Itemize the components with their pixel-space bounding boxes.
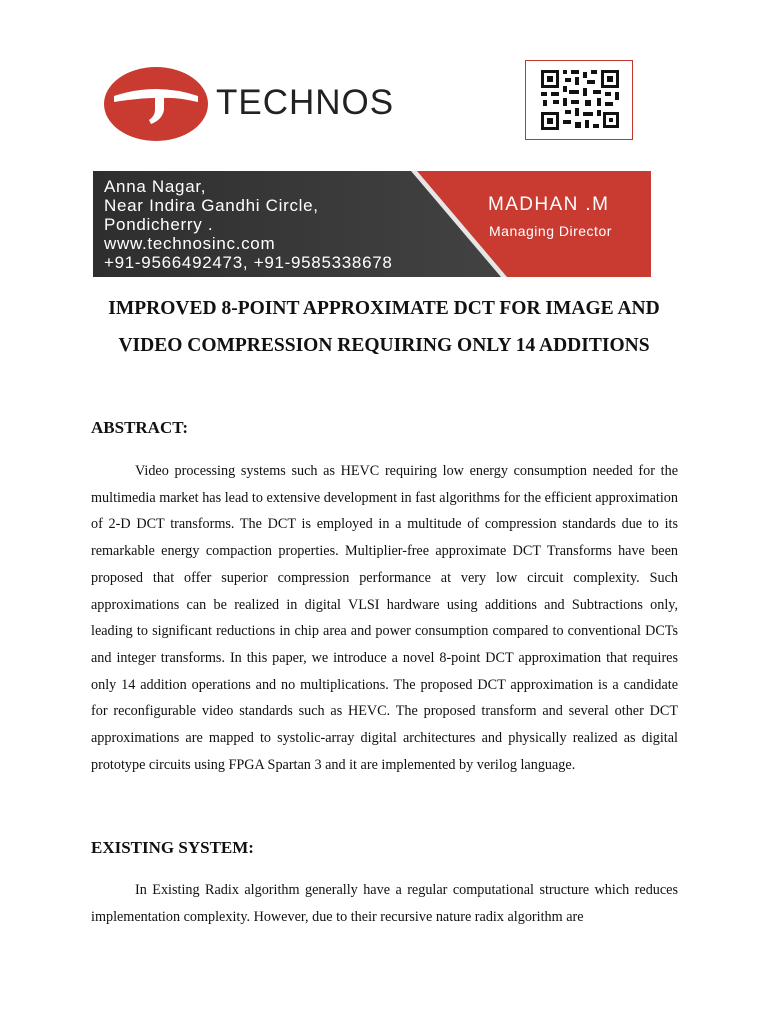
technos-logo	[104, 66, 454, 142]
website-text: www.technosinc.com	[104, 234, 276, 253]
abstract-paragraph: Video processing systems such as HEVC requiring low energy consumption needed for the multimedia market has lead to extensive development in fast algorithms for the efficient approximation of 2-D DCT transforms. The DCT is employed in a multitude of compression standards due to its remarkable energy compaction properties. Multiplier-free approximate DCT Transforms have been proposed that offer superior compression performance at very low circuit complexity. Such approximations can be realized in digital VLSI hardware using additions and Subtractions only, leading to significant reductions in chip area and power consumption compared to conventional DCTs and integer transforms. In this paper, we introduce a novel 8-point DCT approximation that requires only 14 addition operations and no multiplications. The proposed DCT approximation is a candidate for reconfigurable video standards such as HEVC. The proposed transform and several other DCT approximations are mapped to systolic-array digital architectures and physically realized as digital prototype circuits using FPGA Spartan 3 and it are implemented by verilog language.	[91, 463, 678, 773]
qr-code-frame	[525, 60, 633, 140]
abstract-heading: ABSTRACT:	[91, 418, 188, 437]
address-line: Pondicherry .	[104, 215, 214, 234]
logo-wordmark: TECHNOS	[216, 83, 395, 122]
existing-system-heading: EXISTING SYSTEM:	[91, 838, 254, 857]
phone-numbers: +91-9566492473, +91-9585338678	[104, 253, 393, 272]
contact-person-role: Managing Director	[489, 223, 612, 239]
technos-emblem-icon	[104, 66, 214, 142]
contact-banner	[93, 171, 651, 277]
address-line: Anna Nagar,	[104, 177, 207, 196]
document-title: IMPROVED 8-POINT APPROXIMATE DCT FOR IMAGE AND VIDEO COMPRESSION REQUIRING ONLY 14 ADDITIONS	[108, 298, 660, 356]
contact-person-name: MADHAN .M	[488, 194, 610, 215]
existing-system-paragraph: In Existing Radix algorithm generally have a regular computational structure which reduces implementation complexity. However, due to their recursive nature radix algorithm are	[91, 882, 678, 925]
qr-code-icon	[539, 68, 621, 132]
address-line: Near Indira Gandhi Circle,	[104, 196, 319, 215]
contact-address	[104, 177, 393, 272]
